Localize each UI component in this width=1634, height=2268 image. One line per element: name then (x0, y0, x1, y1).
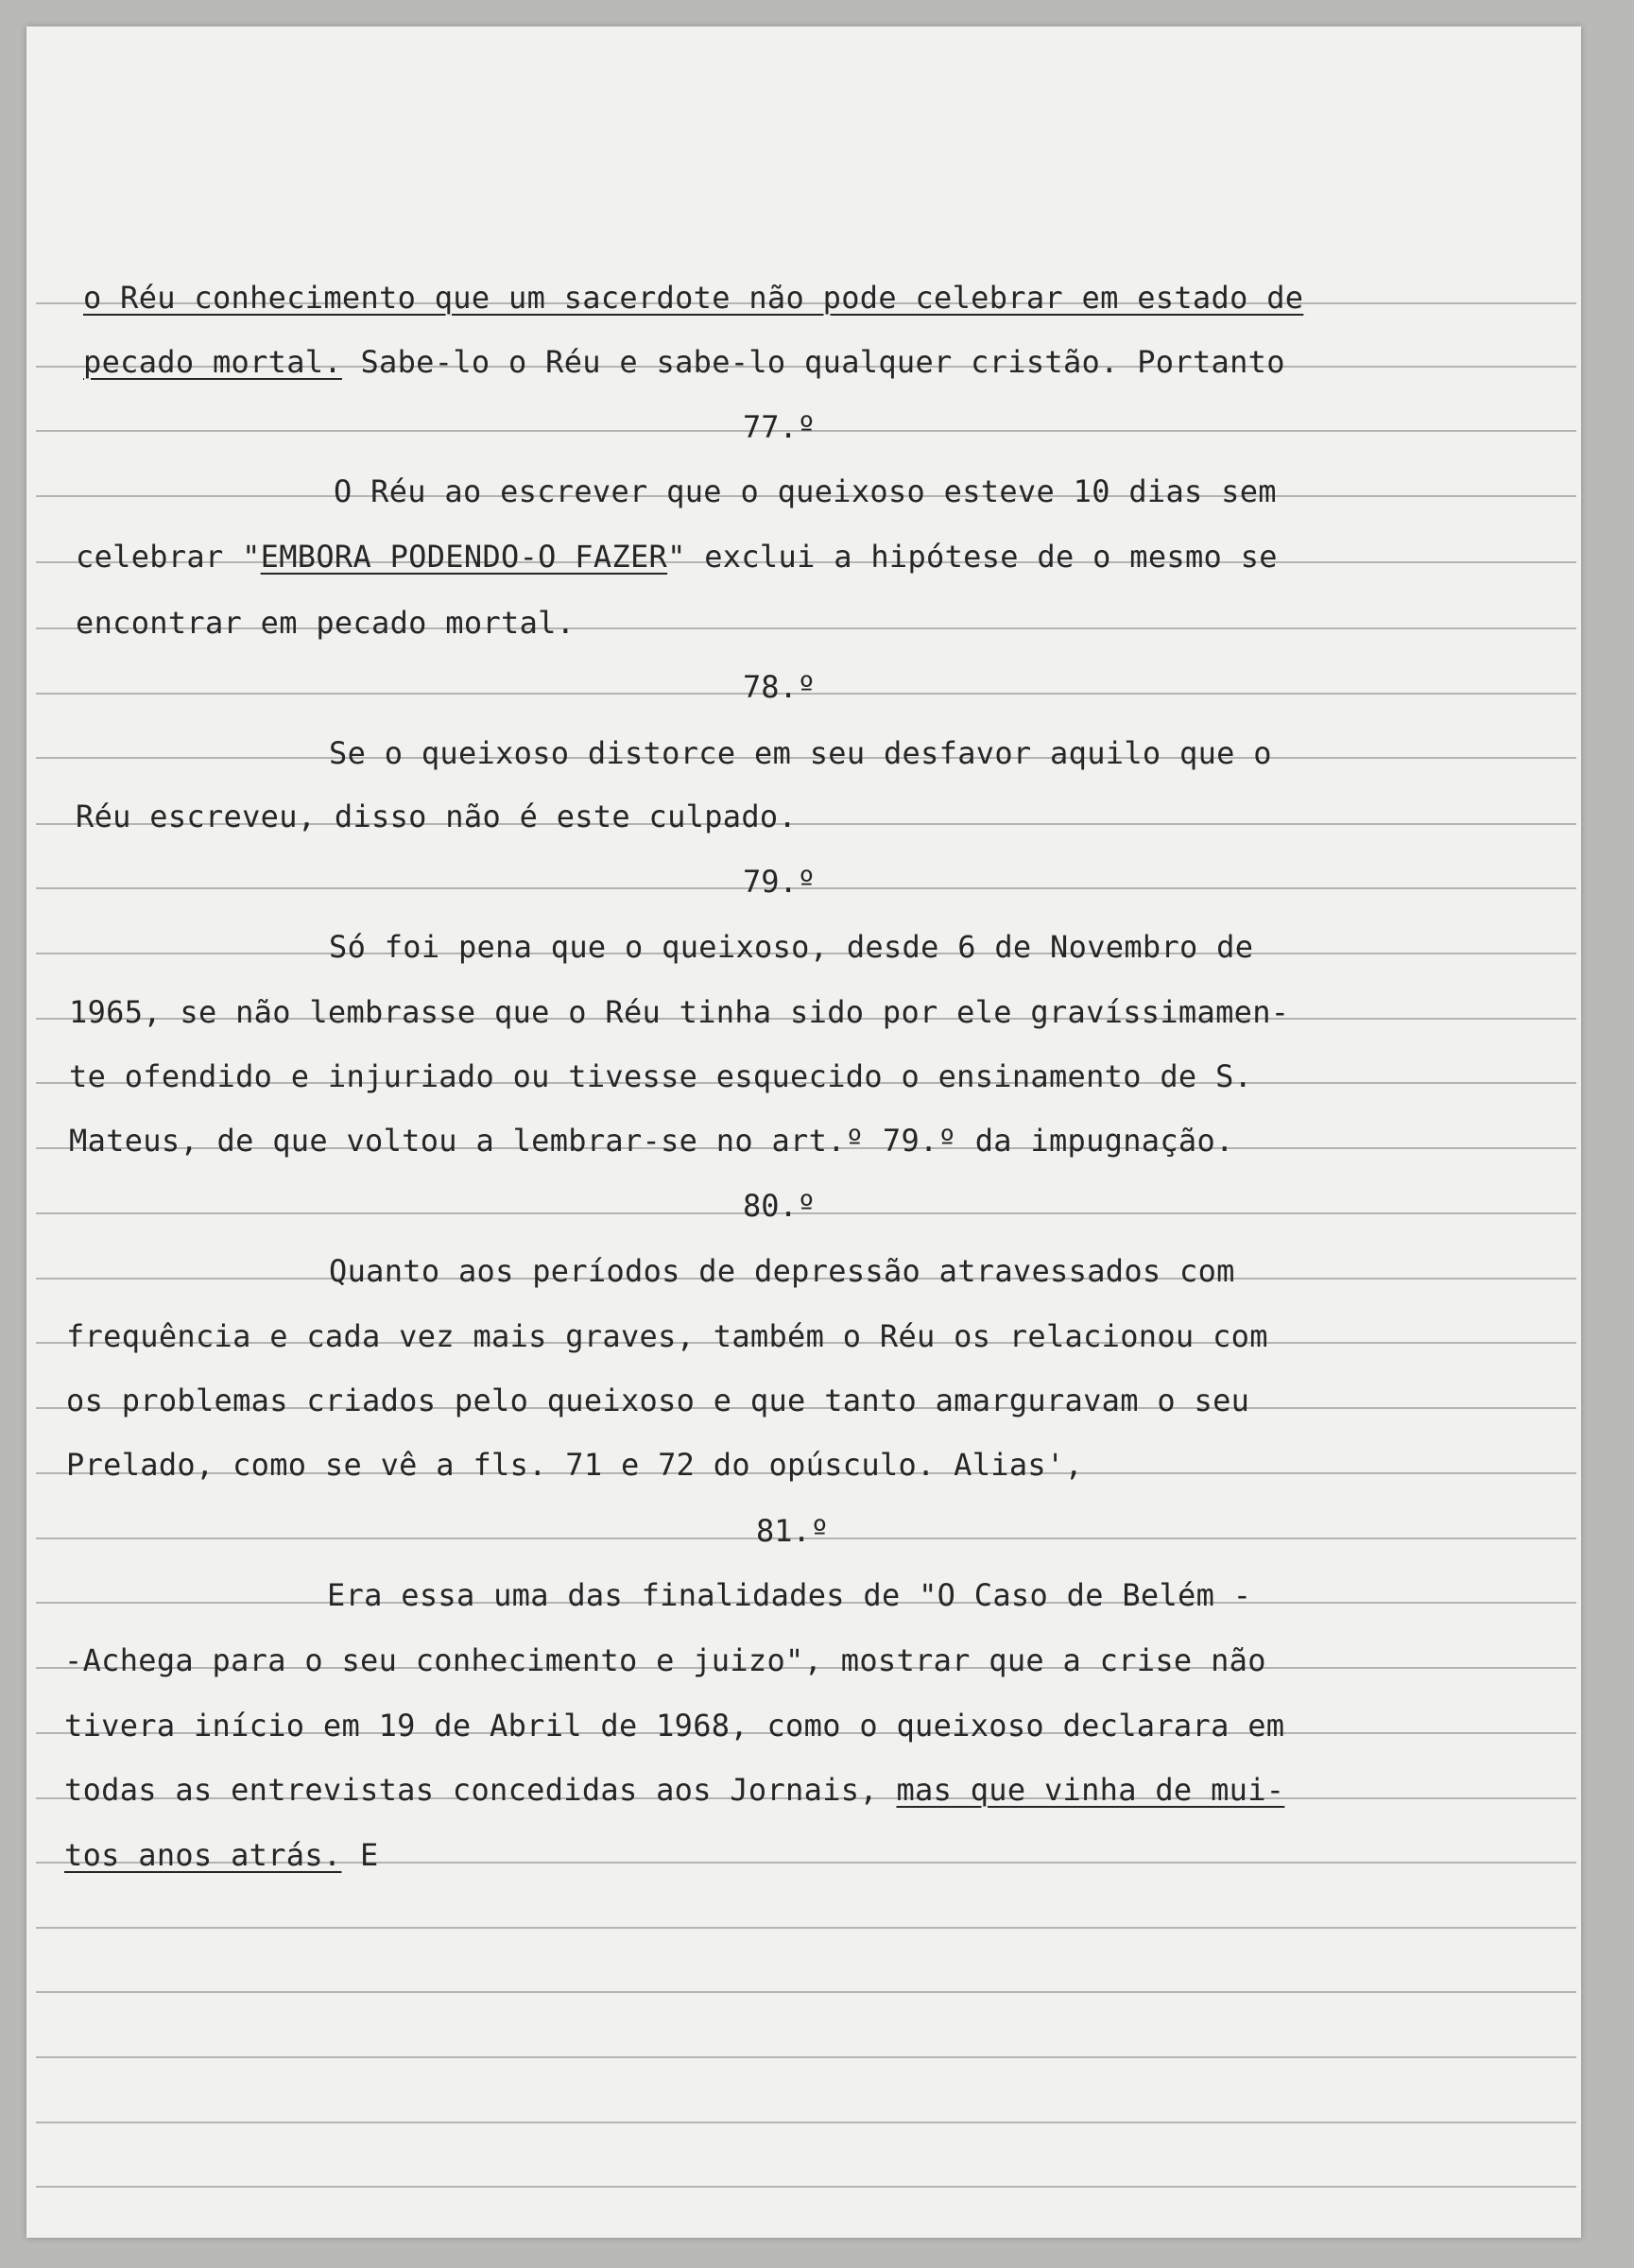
text-line-10: te ofendido e injuriado ou tivesse esquecido o ensinamento de S. (69, 1058, 1253, 1094)
text-span: E (341, 1837, 379, 1873)
underlined-text: EMBORA PODENDO-O FAZER (260, 539, 668, 575)
text-line-5: encontrar em pecado mortal. (76, 605, 576, 641)
text-line-15: Prelado, como se vê a fls. 71 e 72 do opúsculo. Alias', (66, 1447, 1084, 1483)
text-line-19 (64, 1772, 1284, 1808)
text-span: Sabe-lo o Réu e sabe-lo qualquer cristão. Portanto (341, 344, 1285, 380)
text-line-8: Só foi pena que o queixoso, desde 6 de Novembro de (329, 929, 1254, 965)
text-line-16: Era essa uma das finalidades de "O Caso de Belém - (327, 1577, 1252, 1613)
article-number-80: 80.º (743, 1188, 817, 1224)
text-line-1 (83, 280, 1303, 316)
underlined-text: mas que vinha de mui- (896, 1772, 1285, 1808)
text-span: celebrar " (76, 539, 261, 575)
underlined-text: o Réu conhecimento que um sacerdote não pode celebrar em estado de (83, 280, 1304, 316)
text-line-7: Réu escreveu, disso não é este culpado. (76, 799, 798, 834)
text-span: todas as entrevistas concedidas aos Jornais, (64, 1772, 897, 1808)
text-line-13: frequência e cada vez mais graves, também o Réu os relacionou com (66, 1318, 1268, 1354)
text-line-20 (64, 1837, 379, 1873)
text-line-3: O Réu ao escrever que o queixoso esteve 10 dias sem (334, 473, 1277, 509)
text-line-18: tivera início em 19 de Abril de 1968, como o queixoso declarara em (64, 1708, 1285, 1744)
underlined-text: tos anos atrás. (64, 1837, 342, 1873)
text-line-17: -Achega para o seu conhecimento e juizo", mostrar que a crise não (64, 1642, 1266, 1678)
article-number-79: 79.º (743, 864, 817, 900)
document-page (26, 26, 1581, 2238)
text-line-11: Mateus, de que voltou a lembrar-se no art.º 79.º da impugnação. (69, 1123, 1234, 1159)
text-line-12: Quanto aos períodos de depressão atravessados com (329, 1253, 1235, 1289)
text-line-4 (76, 539, 1278, 575)
text-line-6: Se o queixoso distorce em seu desfavor aquilo que o (329, 735, 1272, 771)
article-number-77: 77.º (743, 409, 817, 445)
text-line-2 (83, 344, 1285, 380)
article-number-78: 78.º (743, 669, 817, 705)
underlined-text: pecado mortal. (83, 344, 342, 380)
text-span: " exclui a hipótese de o mesmo se (667, 539, 1278, 575)
text-line-14: os problemas criados pelo queixoso e que tanto amarguravam o seu (66, 1383, 1250, 1418)
text-line-9: 1965, se não lembrasse que o Réu tinha sido por ele gravíssimamen- (69, 994, 1290, 1030)
article-number-81: 81.º (756, 1513, 830, 1549)
